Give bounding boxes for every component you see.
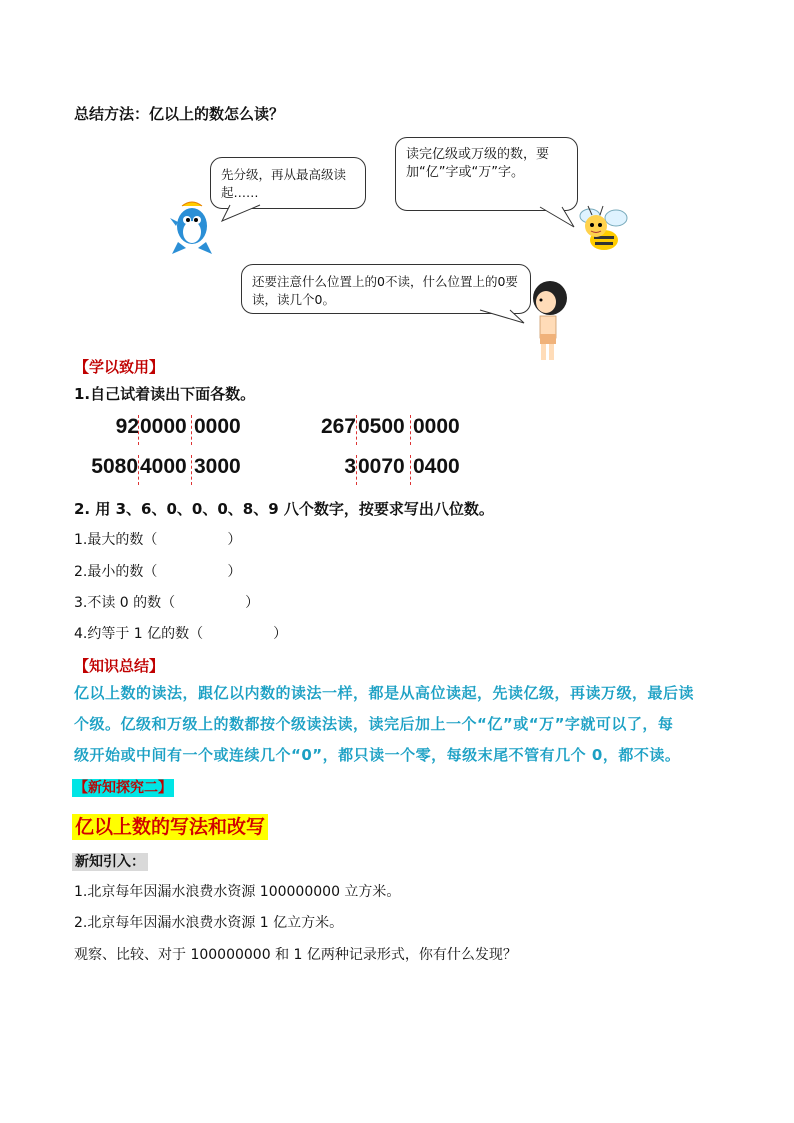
level-divider bbox=[410, 415, 411, 445]
number-segment: 0070 bbox=[358, 455, 405, 478]
number-segment: 0500 bbox=[358, 415, 405, 438]
dolphin-speech-bubble: 先分级，再从最高级读起…… bbox=[210, 157, 366, 209]
level-divider bbox=[410, 455, 411, 485]
number-segment: 0000 bbox=[194, 415, 241, 438]
boy-bubble-tail bbox=[480, 309, 530, 329]
knowledge-tag: 【知识总结】 bbox=[74, 657, 165, 675]
answer-item-max: 1.最大的数（ ） bbox=[74, 532, 242, 548]
number-segment: 4000 bbox=[140, 455, 187, 478]
knowledge-line: 亿以上数的读法，跟亿以内数的读法一样，都是从高位读起，先读亿级，再读万级，最后读 bbox=[74, 684, 695, 702]
bee-speech-bubble: 读完亿级或万级的数，要加“亿”字或“万”字。 bbox=[395, 137, 578, 211]
number-group-2 bbox=[316, 415, 476, 445]
intro-label-wrap bbox=[72, 851, 148, 871]
number-group-1 bbox=[96, 415, 256, 445]
number-segment: 0400 bbox=[413, 455, 460, 478]
practice-question-2: 2. 用 3、6、0、0、0、8、9 八个数字，按要求写出八位数。 bbox=[74, 500, 494, 518]
level-divider bbox=[191, 415, 192, 445]
dolphin-mascot-icon bbox=[168, 196, 216, 258]
explore2-tag-wrap bbox=[72, 777, 174, 797]
intro-line-2: 2.北京每年因漏水浪费水资源 1 亿立方米。 bbox=[74, 915, 344, 931]
bee-bubble-tail bbox=[540, 207, 580, 231]
bee-mascot-icon bbox=[576, 200, 630, 254]
level-divider bbox=[138, 455, 139, 485]
number-group-4 bbox=[316, 455, 476, 485]
number-segment: 267 bbox=[320, 415, 356, 438]
summary-heading: 总结方法：亿以上的数怎么读？ bbox=[74, 105, 285, 123]
number-segment: 5080 bbox=[91, 455, 138, 478]
number-segment: 3 bbox=[344, 455, 356, 478]
explore2-title: 亿以上数的写法和改写 bbox=[72, 814, 268, 840]
knowledge-line: 个级。亿级和万级上的数都按个级读法读，读完后加上一个“亿”或“万”字就可以了，每 bbox=[74, 715, 674, 733]
level-divider bbox=[138, 415, 139, 445]
knowledge-summary bbox=[74, 678, 734, 771]
level-divider bbox=[356, 415, 357, 445]
practice-question-1: 1.自己试着读出下面各数。 bbox=[74, 385, 256, 403]
explore2-tag: 【新知探究二】 bbox=[74, 780, 172, 796]
level-divider bbox=[356, 455, 357, 485]
intro-line-1: 1.北京每年因漏水浪费水资源 100000000 立方米。 bbox=[74, 884, 401, 900]
number-segment: 92 bbox=[115, 415, 139, 438]
number-segment: 0000 bbox=[140, 415, 187, 438]
dolphin-bubble-tail bbox=[220, 205, 270, 225]
knowledge-line: 级开始或中间有一个或连续几个“0”，都只读一个零，每级末尾不管有几个 0，都不读。 bbox=[74, 746, 681, 764]
intro-question: 观察、比较、对于 100000000 和 1 亿两种记录形式，你有什么发现？ bbox=[74, 947, 517, 963]
answer-item-no-zero: 3.不读 0 的数（ ） bbox=[74, 595, 260, 611]
answer-item-approx: 4.约等于 1 亿的数（ ） bbox=[74, 626, 288, 642]
number-segment: 0000 bbox=[413, 415, 460, 438]
number-segment: 3000 bbox=[194, 455, 241, 478]
practice-tag: 【学以致用】 bbox=[74, 358, 165, 376]
explore2-title-wrap bbox=[72, 812, 268, 839]
number-group-3 bbox=[84, 455, 256, 485]
answer-item-min: 2.最小的数（ ） bbox=[74, 564, 242, 580]
level-divider bbox=[191, 455, 192, 485]
intro-label: 新知引入： bbox=[72, 853, 148, 871]
boy-speech-bubble: 还要注意什么位置上的0不读，什么位置上的0要读，读几个0。 bbox=[241, 264, 531, 314]
boy-character-icon bbox=[526, 278, 574, 364]
